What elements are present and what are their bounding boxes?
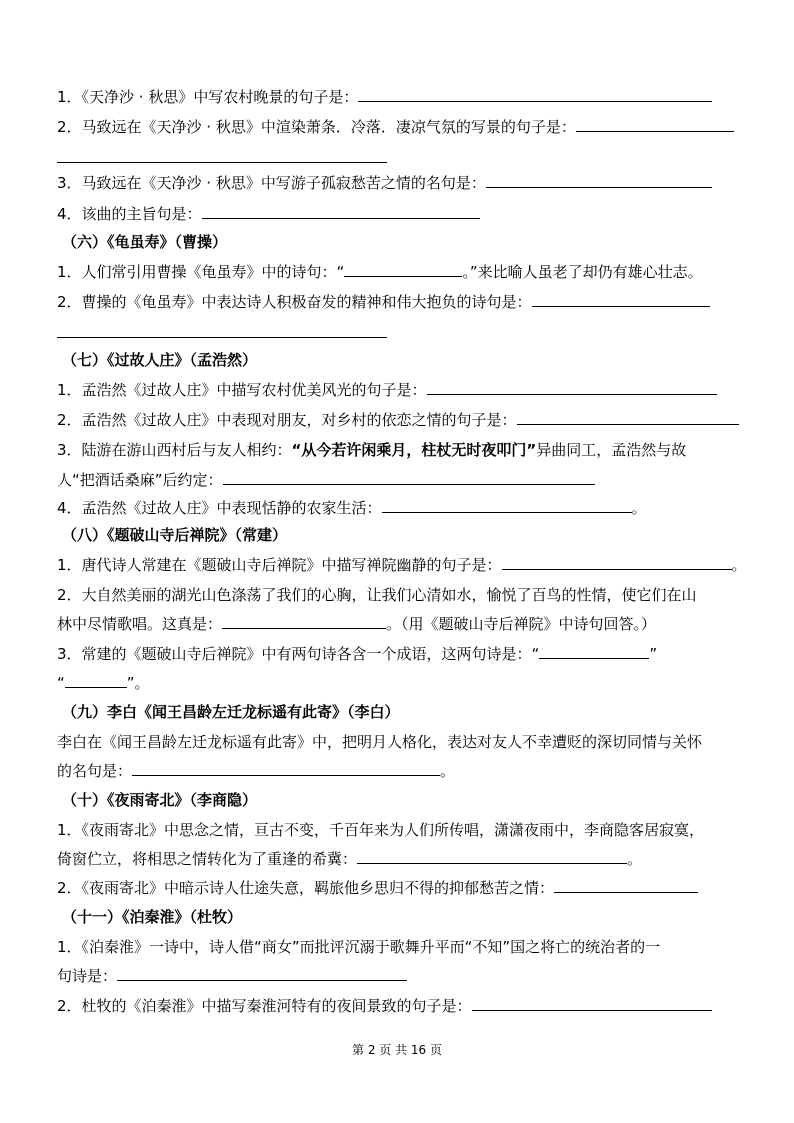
question-line: 1．孟浩然《过故人庄》中描写农村优美风光的句子是： xyxy=(57,379,742,401)
question-line: 2．曹操的《龟虽寿》中表达诗人积极奋发的精神和伟大抱负的诗句是： xyxy=(57,291,742,313)
answer-blank[interactable] xyxy=(132,761,440,776)
answer-blank[interactable] xyxy=(357,849,627,864)
section-heading: （七）《过故人庄》（孟浩然） xyxy=(62,351,258,369)
answer-blank[interactable] xyxy=(539,644,649,659)
question-line: 李白在《闻王昌龄左迁龙标遥有此寄》中，把明月人格化，表达对友人不幸遭贬的深切同情与关怀 xyxy=(57,733,703,751)
question-line: 2．《夜雨寄北》中暗示诗人仕途失意，羁旅他乡思归不得的抑郁愁苦之情： xyxy=(57,877,742,899)
answer-blank[interactable] xyxy=(202,204,480,219)
question-line: 1．唐代诗人常建在《题破山寺后禅院》中描写禅院幽静的句子是： 。 xyxy=(57,556,747,574)
question-line: 1．《天净沙 · 秋思》中写农村晚景的句子是： xyxy=(57,86,742,108)
question-line: 的名句是： 。 xyxy=(57,762,456,780)
question-line: 人“把酒话桑麻”后约定： xyxy=(57,469,742,491)
answer-continuation-line xyxy=(57,322,742,344)
answer-blank[interactable] xyxy=(517,410,739,425)
answer-blank[interactable] xyxy=(486,173,712,188)
answer-blank[interactable] xyxy=(57,323,387,338)
answer-blank[interactable] xyxy=(358,87,712,102)
answer-blank[interactable] xyxy=(222,614,386,629)
question-line: 2．大自然美丽的湖光山色涤荡了我们的心胸，让我们心清如水，愉悦了百鸟的性情，使它们在山 xyxy=(57,586,697,604)
question-line: 3．陆游在游山西村后与友人相约：“从今若许闲乘月，柱杖无时夜叩门”异曲同工，孟浩然与故 xyxy=(57,441,687,459)
section-heading: （十）《夜雨寄北》（李商隐） xyxy=(62,791,258,809)
question-line: “ ”。 xyxy=(57,674,150,692)
section-heading: （十一）《泊秦淮》（杜牧） xyxy=(62,908,243,926)
question-line: 3．马致远在《天净沙 · 秋思》中写游子孤寂愁苦之情的名句是： xyxy=(57,172,742,194)
question-line: 林中尽情歌唱。这真是： 。（用《题破山寺后禅院》中诗句回答。） xyxy=(57,615,657,633)
question-line: 倚窗伫立，将相思之情转化为了重逢的希冀： 。 xyxy=(57,850,643,868)
question-line: 句诗是： xyxy=(57,965,742,987)
section-heading: （八）《题破山寺后禅院》（常建） xyxy=(62,526,288,544)
answer-blank[interactable] xyxy=(554,878,698,893)
answer-blank[interactable] xyxy=(344,262,462,277)
question-line: 1．《泊秦淮》一诗中，诗人借“商女”而批评沉溺于歌舞升平而“不知”国之将亡的统治者的一 xyxy=(57,938,661,956)
question-line: 1．人们常引用曹操《龟虽寿》中的诗句：“ 。”来比喻人虽老了却仍有雄心壮志。 xyxy=(57,263,703,281)
section-heading: （六）《龟虽寿》（曹操） xyxy=(62,233,228,251)
page-number-footer: 第 2 页 共 16 页 xyxy=(352,1043,442,1057)
answer-blank[interactable] xyxy=(502,555,732,570)
answer-blank[interactable] xyxy=(223,470,595,485)
answer-blank[interactable] xyxy=(427,380,717,395)
question-line: 2．杜牧的《泊秦淮》中描写秦淮河特有的夜间景致的句子是： xyxy=(57,995,742,1017)
section-heading: （九）李白《闻王昌龄左迁龙标遥有此寄》（李白） xyxy=(62,703,400,721)
answer-blank[interactable] xyxy=(117,966,407,981)
answer-blank[interactable] xyxy=(65,673,127,688)
question-line: 3．常建的《题破山寺后禅院》中有两句诗各含一个成语，这两句诗是：“ ” xyxy=(57,645,658,663)
question-line: 4．该曲的主旨句是： xyxy=(57,203,742,225)
answer-blank[interactable] xyxy=(382,498,632,513)
answer-blank[interactable] xyxy=(472,996,712,1011)
answer-blank[interactable] xyxy=(576,117,734,132)
question-line: 1．《夜雨寄北》中思念之情，亘古不变，千百年来为人们所传唱，潇潇夜雨中，李商隐客居寂寞， xyxy=(57,821,705,839)
answer-blank[interactable] xyxy=(57,148,387,163)
question-line: 2．马致远在《天净沙 · 秋思》中渲染萧条．冷落．凄凉气氛的写景的句子是： xyxy=(57,116,742,138)
answer-blank[interactable] xyxy=(532,292,710,307)
answer-continuation-line xyxy=(57,147,742,169)
question-line: 4．孟浩然《过故人庄》中表现恬静的农家生活： 。 xyxy=(57,499,647,517)
question-line: 2．孟浩然《过故人庄》中表现对朋友，对乡村的依恋之情的句子是： xyxy=(57,409,742,431)
